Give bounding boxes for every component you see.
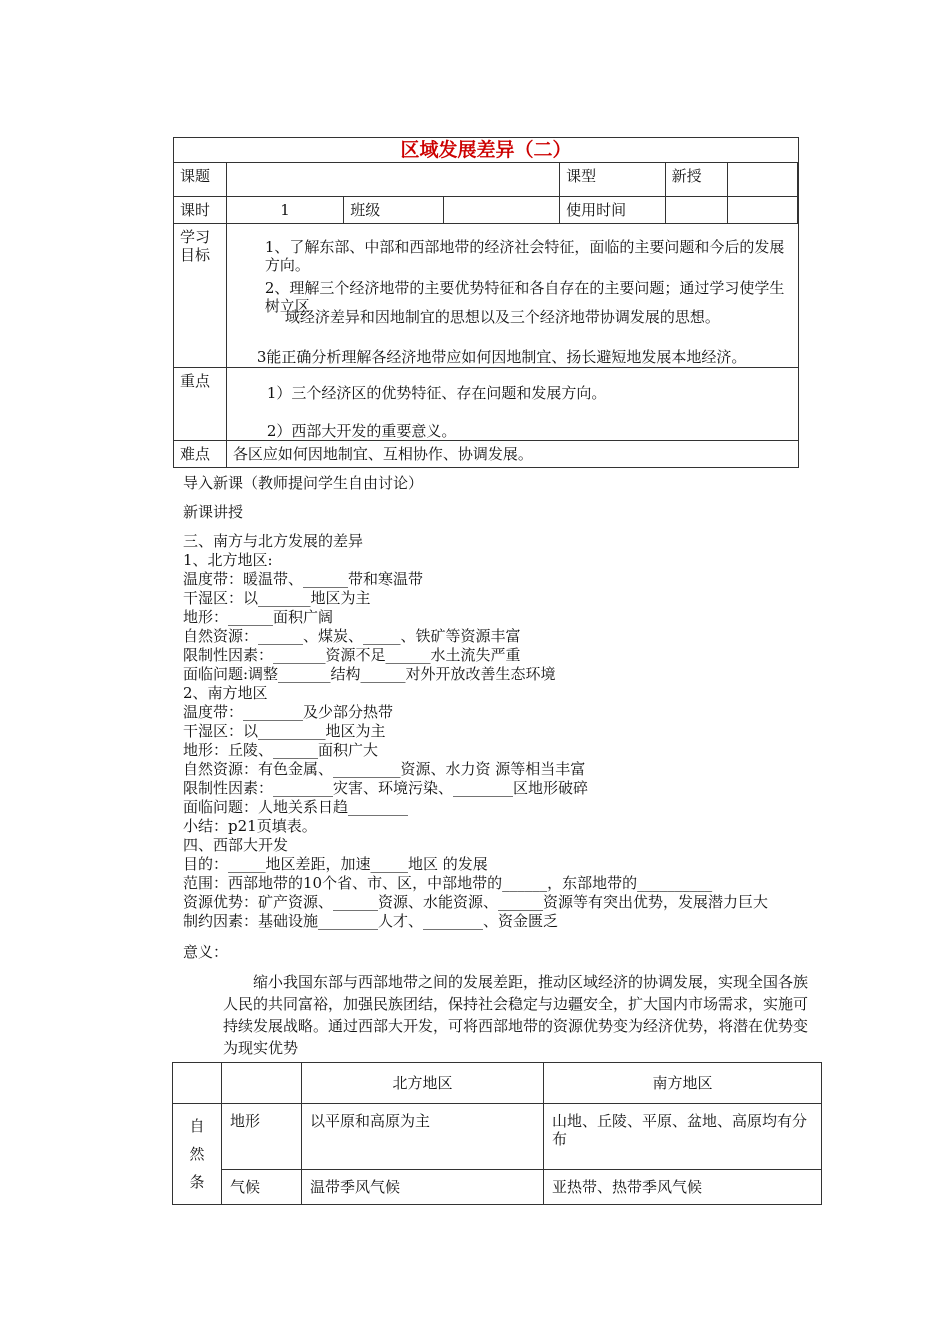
topic-label: 课题 [174,163,227,197]
fill-line: 地形：丘陵、______面积广大 [183,741,379,759]
difficult-text: 各区应如何因地制宜、互相协作、协调发展。 [226,441,798,468]
header-cell [222,1063,302,1104]
key-item: 1）三个经济区的优势特征、存在问题和发展方向。 [266,384,607,402]
meaning-label: 意义： [183,943,229,961]
section-heading: 三、南方与北方发展的差异 [183,532,364,550]
key-label: 重点 [174,368,227,441]
north-south-comparison-table [172,1062,822,1205]
north-cell: 以平原和高原为主 [302,1104,544,1170]
blank-cell [728,197,798,224]
blank-cell [728,163,798,197]
fill-line: 面临问题：人地关系日趋________ [183,798,409,816]
fill-line: 限制性因素：________灾害、环境污染、________区地形破碎 [183,779,589,797]
fill-line: 范围：西部地带的10个省、市、区，中部地带的______，东部地带的__________ [183,874,713,892]
fill-line: 温度带：________及少部分热带 [183,703,394,721]
time-label: 使用时间 [560,197,666,224]
header-north: 北方地区 [302,1063,544,1104]
key-content [226,368,798,441]
header-south: 南方地区 [544,1063,822,1104]
lecture-line: 新课讲授 [183,503,244,521]
row-name: 气候 [222,1170,302,1205]
section-heading: 四、西部大开发 [183,836,289,854]
hours-label: 课时 [174,197,227,224]
summary-line: 小结：p21页填表。 [183,817,317,835]
fill-line: 干湿区：以_________地区为主 [183,722,386,740]
goal-item: 域经济差异和因地制宜的思想以及三个经济地带协调发展的思想。 [284,308,720,326]
meaning-paragraph: 缩小我国东部与西部地带之间的发展差距，推动区域经济的协调发展，实现全国各族人民的共同富裕，加强民族团结，保持社会稳定与边疆安全，扩大国内市场需求，实施可持续发展战略。通过西部大开发，可将西部地带的资源优势变为经济优势，将潜在优势变为现实优势 [223,973,809,1057]
hours-value: 1 [226,197,343,224]
group-label-char: 然 [189,1145,205,1163]
header-cell [173,1063,222,1104]
fill-line: 目的：_____地区差距，加速_____地区 的发展 [183,855,488,873]
key-item: 2）西部大开发的重要意义。 [266,422,457,440]
group-label-char: 条 [189,1173,205,1191]
south-cell: 山地、丘陵、平原、盆地、高原均有分布 [544,1104,822,1170]
difficult-label: 难点 [174,441,227,468]
fill-line: 干湿区：以_______地区为主 [183,589,371,607]
type-value: 新授 [665,163,728,197]
subsection-heading: 2、南方地区 [183,684,268,702]
goals-content [226,224,798,368]
goals-label: 学习 目标 [174,224,227,368]
fill-line: 地形：______面积广阔 [183,608,334,626]
type-label: 课型 [560,163,666,197]
lesson-header-table [173,137,799,468]
fill-line: 自然资源：有色金属、_________资源、水力资 源等相当丰富 [183,760,586,778]
topic-value [226,163,559,197]
fill-line: 温度带：暖温带、______带和寒温带 [183,570,424,588]
goal-item: 3能正确分析理解各经济地带应如何因地制宜、扬长避短地发展本地经济。 [256,348,747,366]
goal-item: 1、了解东部、中部和西部地带的经济社会特征，面临的主要问题和今后的发展方向。 [264,238,785,274]
north-cell: 温带季风气候 [302,1170,544,1205]
fill-line: 自然资源：______、煤炭、_____、铁矿等资源丰富 [183,627,521,645]
group-label-char: 自 [189,1117,205,1135]
fill-line: 面临问题:调整_______结构______对外开放改善生态环境 [183,665,556,683]
blank-cell [798,163,799,197]
blank-cell [798,197,799,224]
fill-line: 资源优势：矿产资源、______资源、水能资源、______资源等有突出优势，发展潜力巨大 [183,893,769,911]
goal-item: 2、理解三个经济地带的主要优势特征和各自存在的主要问题；通过学习使学生树立区 [264,279,785,315]
class-value [443,197,559,224]
row-name: 地形 [222,1104,302,1170]
document-title: 区域发展差异（二） [174,138,799,163]
class-label: 班级 [344,197,444,224]
intro-line: 导入新课（教师提问学生自由讨论） [183,474,424,492]
fill-line: 限制性因素：_______资源不足______水土流失严重 [183,646,521,664]
south-cell: 亚热带、热带季风气候 [544,1170,822,1205]
group-label [173,1104,222,1205]
fill-line: 制约因素：基础设施________人才、________、资金匮乏 [183,912,559,930]
subsection-heading: 1、北方地区: [183,551,273,569]
time-value [665,197,728,224]
